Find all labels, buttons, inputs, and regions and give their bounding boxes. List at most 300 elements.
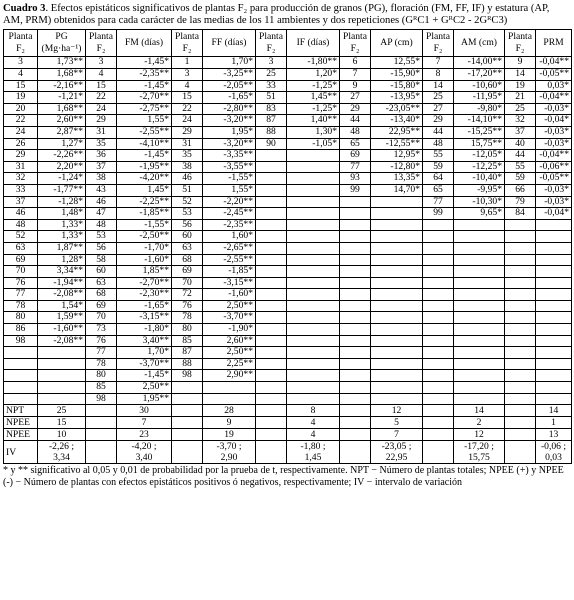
summary-spacer-cell — [86, 405, 117, 417]
summary-spacer-cell — [86, 417, 117, 429]
plant-id-cell: 85 — [172, 335, 203, 347]
effect-value-cell: -1,45* — [117, 57, 172, 69]
plant-id-cell: 26 — [4, 138, 38, 150]
interval-max: 3,34 — [53, 452, 70, 464]
table-row — [4, 393, 572, 405]
plant-id-cell: 46 — [86, 196, 117, 208]
plant-id-cell — [423, 300, 454, 312]
plant-id-cell: 4 — [4, 69, 38, 81]
effect-value-cell: 2,87** — [38, 126, 86, 138]
plant-id-cell: 37 — [86, 161, 117, 173]
effect-value-cell: -2,25** — [117, 196, 172, 208]
effect-value-cell: 1,85** — [117, 266, 172, 278]
interval-max: 22,95 — [385, 452, 408, 464]
plant-id-cell — [340, 231, 371, 243]
effect-value-cell — [287, 242, 340, 254]
plant-id-cell: 65 — [423, 184, 454, 196]
plant-id-cell: 78 — [4, 300, 38, 312]
plant-id-cell: 29 — [86, 115, 117, 127]
plant-id-cell — [423, 393, 454, 405]
summary-value-cell: 15 — [38, 417, 86, 429]
effect-value-cell — [454, 242, 505, 254]
effect-value-cell: -12,55** — [371, 138, 423, 150]
effect-value-cell: 12,55* — [371, 57, 423, 69]
plant-id-cell: 3 — [4, 57, 38, 69]
summary-spacer-cell — [340, 429, 371, 441]
interval-min: -0,06 ; — [540, 441, 567, 453]
effect-value-cell: -10,60* — [454, 80, 505, 92]
effect-value-cell: 2,25** — [203, 358, 256, 370]
effect-value-cell: -0,04** — [536, 92, 572, 104]
table-row — [4, 138, 572, 150]
plant-id-cell — [256, 254, 287, 266]
summary-spacer-cell — [423, 429, 454, 441]
plant-id-cell — [340, 254, 371, 266]
plant-id-cell: 52 — [172, 196, 203, 208]
table-row — [4, 266, 572, 278]
effect-value-cell: -1,60* — [117, 254, 172, 266]
plant-id-cell — [256, 266, 287, 278]
effect-value-cell: 2,20** — [38, 161, 86, 173]
plant-id-cell — [505, 231, 536, 243]
plant-id-cell: 68 — [86, 289, 117, 301]
effect-value-cell: 1,33* — [38, 231, 86, 243]
plant-id-cell: 24 — [4, 126, 38, 138]
effect-value-cell: 3,34** — [38, 266, 86, 278]
effect-value-cell: 22,95** — [371, 126, 423, 138]
effect-value-cell: -3,70** — [117, 358, 172, 370]
summary-value-cell: 7 — [117, 417, 172, 429]
summary-value-cell: 7 — [371, 429, 423, 441]
plant-id-cell: 85 — [86, 382, 117, 394]
plant-id-cell — [4, 393, 38, 405]
effect-value-cell: -13,40* — [371, 115, 423, 127]
effect-value-cell — [38, 393, 86, 405]
plant-id-cell: 79 — [505, 196, 536, 208]
effect-value-cell — [287, 173, 340, 185]
effect-value-cell: -1,55* — [203, 173, 256, 185]
plant-id-cell: 6 — [340, 57, 371, 69]
plant-id-cell: 37 — [505, 126, 536, 138]
effect-value-cell: -2,20** — [203, 196, 256, 208]
plant-id-cell: 59 — [505, 173, 536, 185]
plant-id-cell — [256, 231, 287, 243]
plant-id-cell — [423, 219, 454, 231]
effect-value-cell — [38, 347, 86, 359]
effect-value-cell — [454, 254, 505, 266]
table-row — [4, 57, 572, 69]
effect-value-cell — [454, 382, 505, 394]
effect-value-cell — [287, 277, 340, 289]
effect-value-cell — [371, 324, 423, 336]
plant-id-cell: 63 — [4, 242, 38, 254]
plant-id-cell — [340, 242, 371, 254]
plant-id-cell: 19 — [505, 80, 536, 92]
effect-value-cell: 2,50** — [117, 382, 172, 394]
plant-id-cell: 98 — [172, 370, 203, 382]
plant-id-cell: 99 — [423, 208, 454, 220]
plant-id-cell — [505, 335, 536, 347]
table-footnote: * y ** significativo al 0,05 y 0,01 de probabilidad por la prueba de t, respectivamente. NPT − Número de plantas totales; NPEE (+) y NPEE (-) − Número de plantas con efectos epistáticos positivos ó negativos, respectivamente; IV − intervalo de variación — [3, 465, 564, 488]
effect-value-cell: -1,65* — [117, 300, 172, 312]
plant-id-cell — [340, 289, 371, 301]
effect-value-cell: -2,70** — [117, 277, 172, 289]
plant-id-cell: 51 — [256, 92, 287, 104]
effect-value-cell: -3,70** — [203, 312, 256, 324]
effect-value-cell — [536, 312, 572, 324]
effect-value-cell: -2,80** — [203, 103, 256, 115]
plant-id-cell: 63 — [86, 277, 117, 289]
effect-value-cell: -1,70* — [117, 242, 172, 254]
plant-id-cell: 48 — [86, 219, 117, 231]
table-row — [4, 196, 572, 208]
effect-value-cell: 1,59** — [38, 312, 86, 324]
effect-value-cell: -3,15** — [203, 277, 256, 289]
plant-id-cell: 65 — [340, 138, 371, 150]
summary-value-cell: 12 — [454, 429, 505, 441]
effect-value-cell: -0,06** — [536, 161, 572, 173]
plant-id-cell: 58 — [86, 254, 117, 266]
effect-value-cell: -0,03* — [536, 126, 572, 138]
effect-value-cell — [536, 370, 572, 382]
plant-id-cell — [340, 266, 371, 278]
summary-value-cell: 1 — [536, 417, 572, 429]
effect-value-cell — [536, 254, 572, 266]
effect-value-cell: 1,45* — [117, 184, 172, 196]
plant-id-cell — [505, 266, 536, 278]
summary-value-cell: 10 — [38, 429, 86, 441]
plant-id-cell: 48 — [4, 219, 38, 231]
plant-id-cell: 63 — [172, 242, 203, 254]
interval-max: 15,75 — [468, 452, 490, 464]
effect-value-cell: -1,24* — [38, 173, 86, 185]
effect-value-cell — [287, 254, 340, 266]
plant-id-cell: 36 — [86, 150, 117, 162]
table-row — [4, 347, 572, 359]
interval-spacer-cell — [423, 441, 454, 464]
effect-value-cell: -12,05* — [454, 150, 505, 162]
effect-value-cell: -0,05** — [536, 173, 572, 185]
table-row — [4, 115, 572, 127]
plant-id-cell: 87 — [172, 347, 203, 359]
effect-value-cell: -1,45* — [117, 370, 172, 382]
effect-value-cell: -2,08** — [38, 335, 86, 347]
effect-value-cell: 13,35* — [371, 173, 423, 185]
header-prm: PRM — [536, 30, 572, 57]
plant-id-cell — [256, 382, 287, 394]
plant-id-cell: 20 — [4, 103, 38, 115]
plant-id-cell: 60 — [86, 266, 117, 278]
effect-value-cell — [287, 184, 340, 196]
summary-value-cell: 4 — [287, 417, 340, 429]
plant-id-cell: 7 — [423, 57, 454, 69]
plant-id-cell — [505, 289, 536, 301]
effect-value-cell: -4,10** — [117, 138, 172, 150]
effect-value-cell — [536, 219, 572, 231]
effect-value-cell: -10,40* — [454, 173, 505, 185]
interval-spacer-cell — [172, 441, 203, 464]
plant-id-cell: 77 — [340, 161, 371, 173]
plant-id-cell — [505, 242, 536, 254]
effect-value-cell — [536, 324, 572, 336]
effect-value-cell: 1,87** — [38, 242, 86, 254]
plant-id-cell: 68 — [172, 254, 203, 266]
plant-id-cell — [340, 219, 371, 231]
effect-value-cell — [203, 382, 256, 394]
plant-id-cell — [340, 382, 371, 394]
plant-id-cell — [505, 277, 536, 289]
effect-value-cell: -2,35** — [203, 219, 256, 231]
summary-spacer-cell — [256, 417, 287, 429]
effect-value-cell — [287, 150, 340, 162]
effect-value-cell: -2,65** — [203, 242, 256, 254]
table-row — [4, 370, 572, 382]
plant-id-cell: 69 — [172, 266, 203, 278]
summary-body — [4, 405, 572, 464]
effect-value-cell — [536, 300, 572, 312]
plant-id-cell: 29 — [4, 150, 38, 162]
summary-value-cell: 12 — [371, 405, 423, 417]
effect-value-cell: 1,70* — [203, 57, 256, 69]
effect-value-cell: -1,60* — [203, 289, 256, 301]
plant-id-cell: 52 — [4, 231, 38, 243]
plant-id-cell: 69 — [340, 150, 371, 162]
plant-id-cell: 7 — [340, 69, 371, 81]
effect-value-cell: 1,28* — [38, 254, 86, 266]
summary-value-cell: 19 — [203, 429, 256, 441]
summary-value-cell: 9 — [203, 417, 256, 429]
plant-id-cell — [340, 196, 371, 208]
effect-value-cell — [371, 266, 423, 278]
plant-id-cell: 66 — [505, 184, 536, 196]
plant-id-cell — [4, 382, 38, 394]
plant-id-cell: 78 — [86, 358, 117, 370]
table-row — [4, 208, 572, 220]
summary-spacer-cell — [505, 429, 536, 441]
effect-value-cell: -0,04* — [536, 208, 572, 220]
summary-spacer-cell — [423, 405, 454, 417]
plant-id-cell: 93 — [340, 173, 371, 185]
plant-id-cell: 87 — [256, 115, 287, 127]
effect-value-cell: -1,60** — [38, 324, 86, 336]
plant-id-cell: 48 — [340, 126, 371, 138]
effect-value-cell — [371, 289, 423, 301]
effect-value-cell: -1,21* — [38, 92, 86, 104]
effect-value-cell: -1,94** — [38, 277, 86, 289]
plant-id-cell: 99 — [340, 184, 371, 196]
effect-value-cell: -0,04** — [536, 57, 572, 69]
effect-value-cell: -1,25* — [287, 103, 340, 115]
effect-value-cell: -1,80** — [287, 57, 340, 69]
plant-id-cell — [423, 289, 454, 301]
plant-id-cell: 37 — [4, 196, 38, 208]
interval-value-cell — [536, 441, 572, 464]
summary-value-cell: 13 — [536, 429, 572, 441]
interval-max: 3,40 — [135, 452, 153, 464]
plant-id-cell: 78 — [172, 312, 203, 324]
header-ff: FF (días) — [203, 30, 256, 57]
effect-value-cell — [371, 277, 423, 289]
effect-value-cell — [536, 335, 572, 347]
plant-id-cell: 35 — [86, 138, 117, 150]
header-ap: AP (cm) — [371, 30, 423, 57]
interval-min: -23,05 ; — [381, 441, 412, 453]
effect-value-cell — [287, 196, 340, 208]
effect-value-cell: -12,25* — [454, 161, 505, 173]
effect-value-cell: -1,95** — [117, 161, 172, 173]
effect-value-cell: -2,45** — [203, 208, 256, 220]
plant-id-cell: 53 — [172, 208, 203, 220]
effect-value-cell — [371, 254, 423, 266]
plant-id-cell: 55 — [423, 150, 454, 162]
effect-value-cell — [287, 324, 340, 336]
summary-spacer-cell — [256, 405, 287, 417]
plant-id-cell — [423, 254, 454, 266]
plant-id-cell — [505, 382, 536, 394]
table-row — [4, 103, 572, 115]
summary-spacer-cell — [172, 429, 203, 441]
plant-id-cell — [423, 242, 454, 254]
table-body — [4, 57, 572, 405]
plant-id-cell: 15 — [172, 92, 203, 104]
effect-value-cell — [287, 289, 340, 301]
effect-value-cell: -0,03* — [536, 184, 572, 196]
effect-value-cell — [371, 312, 423, 324]
effect-value-cell: -3,55** — [203, 161, 256, 173]
effect-value-cell: -0,04* — [536, 115, 572, 127]
effect-value-cell: 14,70* — [371, 184, 423, 196]
effect-value-cell: 2,50** — [203, 347, 256, 359]
effect-value-cell — [536, 347, 572, 359]
plant-id-cell: 59 — [423, 161, 454, 173]
effect-value-cell: 2,60** — [38, 115, 86, 127]
summary-label: NPEE — [4, 417, 38, 429]
plant-id-cell — [505, 393, 536, 405]
effect-value-cell: -13,95* — [371, 92, 423, 104]
effect-value-cell: -3,20** — [203, 115, 256, 127]
plant-id-cell: 14 — [423, 80, 454, 92]
plant-id-cell — [256, 208, 287, 220]
effect-value-cell: -2,30** — [117, 289, 172, 301]
plant-id-cell: 72 — [172, 289, 203, 301]
effect-value-cell: 3,40** — [117, 335, 172, 347]
plant-id-cell: 53 — [86, 231, 117, 243]
table-row — [4, 231, 572, 243]
plant-id-cell — [340, 312, 371, 324]
plant-id-cell — [340, 335, 371, 347]
plant-id-cell: 76 — [86, 335, 117, 347]
table-row — [4, 92, 572, 104]
plant-id-cell: 25 — [256, 69, 287, 81]
plant-id-cell: 46 — [4, 208, 38, 220]
plant-id-cell — [505, 347, 536, 359]
plant-id-cell: 56 — [172, 219, 203, 231]
interval-spacer-cell — [340, 441, 371, 464]
interval-max: 2,90 — [220, 452, 238, 464]
effect-value-cell: -0,03* — [536, 138, 572, 150]
effect-value-cell: -0,05** — [536, 69, 572, 81]
effect-value-cell: -15,80* — [371, 80, 423, 92]
effect-value-cell: -1,85* — [203, 266, 256, 278]
header-plant: Planta F₂ — [423, 30, 454, 57]
effect-value-cell: 1,33* — [38, 219, 86, 231]
summary-value-cell: 2 — [454, 417, 505, 429]
plant-id-cell: 31 — [172, 138, 203, 150]
plant-id-cell: 80 — [4, 312, 38, 324]
effect-value-cell — [371, 335, 423, 347]
summary-row — [4, 417, 572, 429]
plant-id-cell: 88 — [172, 358, 203, 370]
plant-id-cell — [505, 300, 536, 312]
summary-value-cell: 30 — [117, 405, 172, 417]
effect-value-cell — [536, 231, 572, 243]
table-row — [4, 161, 572, 173]
plant-id-cell — [256, 184, 287, 196]
plant-id-cell: 31 — [86, 126, 117, 138]
effect-value-cell — [287, 312, 340, 324]
plant-id-cell — [423, 358, 454, 370]
table-row — [4, 184, 572, 196]
effect-value-cell: -1,25* — [287, 80, 340, 92]
effect-value-cell: -14,00** — [454, 57, 505, 69]
plant-id-cell — [505, 254, 536, 266]
interval-min: -2,26 ; — [48, 441, 75, 453]
plant-id-cell: 44 — [340, 115, 371, 127]
plant-id-cell: 47 — [86, 208, 117, 220]
effect-value-cell: -1,65* — [203, 92, 256, 104]
plant-id-cell — [256, 161, 287, 173]
plant-id-cell — [4, 370, 38, 382]
effect-value-cell — [454, 219, 505, 231]
interval-spacer-cell — [86, 441, 117, 464]
effect-value-cell — [203, 393, 256, 405]
effect-value-cell: 1,27* — [38, 138, 86, 150]
interval-value-cell — [371, 441, 423, 464]
effect-value-cell — [454, 289, 505, 301]
plant-id-cell — [423, 231, 454, 243]
plant-id-cell: 8 — [423, 69, 454, 81]
effect-value-cell: 1,45** — [287, 92, 340, 104]
effect-value-cell — [536, 289, 572, 301]
effect-value-cell — [454, 358, 505, 370]
effect-value-cell: 1,55* — [117, 115, 172, 127]
interval-value-cell — [287, 441, 340, 464]
effect-value-cell — [371, 358, 423, 370]
effect-value-cell: -1,85** — [117, 208, 172, 220]
plant-id-cell: 56 — [86, 242, 117, 254]
plant-id-cell — [256, 312, 287, 324]
plant-id-cell — [256, 300, 287, 312]
plant-id-cell — [340, 208, 371, 220]
interval-min: -4,20 ; — [131, 441, 157, 453]
plant-id-cell: 60 — [172, 231, 203, 243]
header-plant: Planta F₂ — [340, 30, 371, 57]
plant-id-cell: 77 — [423, 196, 454, 208]
plant-id-cell: 38 — [86, 173, 117, 185]
effect-value-cell — [287, 219, 340, 231]
plant-id-cell: 3 — [86, 57, 117, 69]
effect-value-cell: 1,40** — [287, 115, 340, 127]
plant-id-cell: 27 — [423, 103, 454, 115]
effect-value-cell: 12,95* — [371, 150, 423, 162]
summary-spacer-cell — [340, 405, 371, 417]
table-row — [4, 173, 572, 185]
effect-value-cell: -1,28* — [38, 196, 86, 208]
effect-value-cell: 2,50** — [203, 300, 256, 312]
effect-value-cell: -2,26** — [38, 150, 86, 162]
table-row — [4, 69, 572, 81]
effect-value-cell — [287, 208, 340, 220]
